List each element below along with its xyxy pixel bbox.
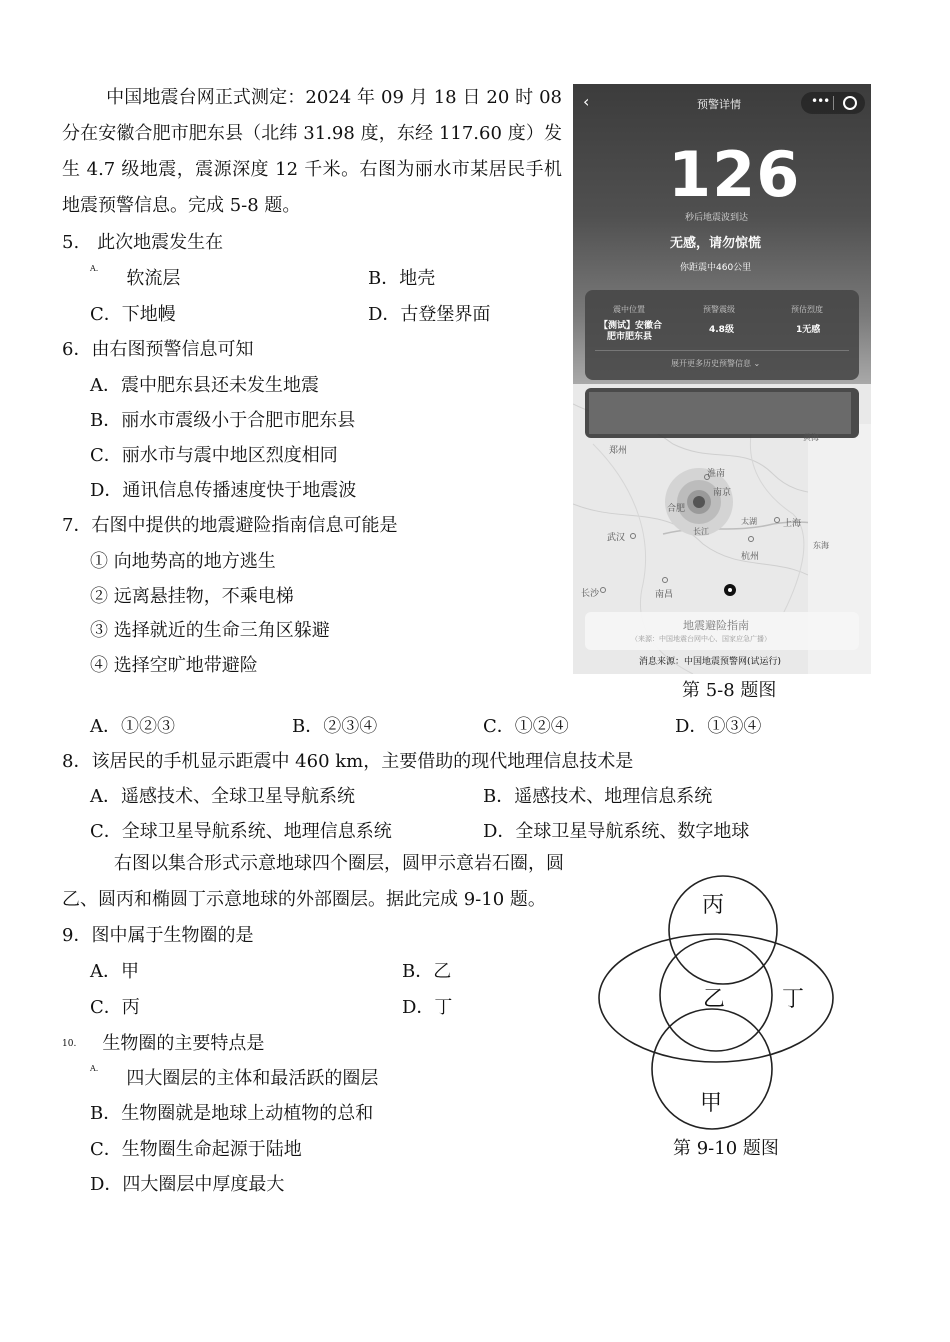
- countdown-seconds: 126: [668, 138, 801, 211]
- map-label-hangzhou: 杭州: [741, 552, 760, 562]
- close-target-icon[interactable]: [843, 96, 857, 110]
- col1-label: 震中位置: [613, 305, 645, 314]
- countdown-label: 秒后地震波到达: [685, 213, 749, 223]
- q10-option-b[interactable]: B．生物圈就是地球上动植物的总和: [90, 1103, 374, 1124]
- q9-stem: 9．图中属于生物圈的是: [62, 925, 254, 946]
- q5-option-a[interactable]: [90, 264, 180, 290]
- city-dot: [631, 534, 636, 539]
- q10-option-a-mark: A.: [90, 1064, 99, 1073]
- q8-option-b[interactable]: B．遥感技术、地理信息系统: [483, 786, 713, 807]
- map-label-nanjing: 南京: [713, 488, 732, 498]
- q10-option-a[interactable]: [90, 1064, 378, 1090]
- q9-option-b[interactable]: B．乙: [402, 961, 452, 982]
- more-dots-icon[interactable]: •••: [811, 94, 830, 108]
- q8-option-d[interactable]: D．全球卫星导航系统、数字地球: [483, 821, 750, 842]
- map-label-donghai: 东海: [813, 541, 829, 550]
- map-label-huanghai: 黄海: [803, 433, 819, 442]
- safety-guide-button[interactable]: [585, 612, 859, 650]
- expand-history-link[interactable]: 展开更多历史预警信息 ⌄: [671, 359, 761, 368]
- q7-option-d[interactable]: D．①③④: [675, 716, 762, 737]
- capsule-menu[interactable]: [801, 92, 865, 114]
- q7-option-c[interactable]: C．①②④: [483, 716, 569, 737]
- map-label-nanchang: 南昌: [655, 590, 674, 600]
- q9-option-c[interactable]: C．丙: [90, 997, 140, 1018]
- map-label-huainan: 淮南: [707, 469, 726, 479]
- intro-text-2: 右图以集合形式示意地球四个圈层，圆甲示意岩石圈，圆乙、圆丙和椭圆丁示意地球的外部圈层。据此完成 9-10 题。: [62, 853, 564, 910]
- warning-info-card: [585, 290, 859, 380]
- map-label-changjiang: 长江: [693, 527, 709, 536]
- col3-value: 1无感: [796, 325, 821, 335]
- q10-option-a-text: 四大圈层的主体和最活跃的圈层: [126, 1068, 379, 1089]
- redacted-block: [589, 392, 851, 434]
- col2-label: 预警震级: [703, 305, 735, 314]
- col3-label: 预估烈度: [791, 305, 823, 314]
- guide-title: 地震避险指南: [683, 619, 749, 632]
- q5-stem: 5. 此次地震发生在: [62, 232, 224, 253]
- q7-statement-4: ④ 选择空旷地带避险: [90, 655, 258, 676]
- venn-label-yi: 乙: [703, 987, 726, 1012]
- intro-paragraph-2: [62, 846, 582, 918]
- venn-label-ding: 丁: [782, 987, 805, 1012]
- q8-option-c[interactable]: C．全球卫星导航系统、地理信息系统: [90, 821, 392, 842]
- intro-paragraph-1: [62, 80, 562, 224]
- city-dot: [601, 588, 606, 593]
- q7-stem: 7．右图中提供的地震避险指南信息可能是: [62, 515, 398, 536]
- col2-value: 4.8级: [709, 325, 734, 335]
- col1-value-line2: 肥市肥东县: [607, 332, 653, 342]
- figure-caption-5-8: 第 5-8 题图: [682, 680, 777, 701]
- col1-value-line1: 【测试】安徽合: [599, 321, 663, 331]
- q8-option-a[interactable]: A．遥感技术、全球卫星导航系统: [90, 786, 355, 807]
- city-dot: [749, 537, 754, 542]
- map-label-zhengzhou: 郑州: [609, 446, 628, 456]
- q9-option-a[interactable]: A．甲: [90, 961, 139, 982]
- q10-option-c[interactable]: C．生物圈生命起源于陆地: [90, 1139, 302, 1160]
- distance-text: 你距震中460公里: [680, 263, 752, 273]
- epicenter-marker: [693, 496, 705, 508]
- q6-option-c[interactable]: C．丽水市与震中地区烈度相同: [90, 445, 338, 466]
- capsule-divider: [833, 96, 834, 110]
- back-chevron-icon[interactable]: ‹: [583, 92, 590, 111]
- q7-option-b[interactable]: B．②③④: [292, 716, 378, 737]
- map-label-taihu: 太湖: [741, 517, 757, 526]
- message-source: 消息来源：中国地震预警网(试运行): [639, 657, 782, 667]
- q6-option-d[interactable]: D．通讯信息传播速度快于地震波: [90, 480, 357, 501]
- map-label-changsha: 长沙: [581, 589, 600, 599]
- venn-label-bing: 丙: [702, 893, 725, 918]
- q5-option-c[interactable]: C．下地幔: [90, 304, 176, 325]
- q5-option-a-mark: A.: [90, 264, 99, 273]
- q7-option-a[interactable]: A．①②③: [90, 716, 175, 737]
- q5-option-b[interactable]: B．地壳: [368, 268, 436, 289]
- q10-number: 10.: [62, 1039, 77, 1049]
- q10-stem-text: 生物圈的主要特点是: [102, 1033, 265, 1054]
- q6-stem: 6．由右图预警信息可知: [62, 339, 254, 360]
- q7-statement-3: ③ 选择就近的生命三角区躲避: [90, 620, 330, 641]
- map-label-shanghai: 上海: [783, 519, 802, 529]
- map-label-wuhan: 武汉: [607, 533, 626, 543]
- headline-text: 无感，请勿惊慌: [670, 236, 762, 251]
- figure-caption-9-10: 第 9-10 题图: [673, 1138, 779, 1159]
- venn-label-jia: 甲: [700, 1091, 723, 1116]
- q8-stem: 8．该居民的手机显示距震中 460 km，主要借助的现代地理信息技术是: [62, 751, 634, 772]
- q6-option-b[interactable]: B．丽水市震级小于合肥市肥东县: [90, 410, 356, 431]
- q5-option-a-text: 软流层: [126, 268, 181, 289]
- map-label-hefei: 合肥: [667, 504, 686, 514]
- intro-text-1: 中国地震台网正式测定：2024 年 09 月 18 日 20 时 08 分在安徽合肥市肥东县（北纬 31.98 度，东经 117.60 度）发 生 4.7 级地震，震源深度 12 千米。右图为丽水市某居民手机地震预警信息。完成 5-8 题。: [62, 87, 562, 216]
- q10-option-d[interactable]: D．四大圈层中厚度最大: [90, 1174, 285, 1195]
- q6-option-a[interactable]: A．震中肥东县还未发生地震: [90, 375, 319, 396]
- city-dot: [663, 578, 668, 583]
- phone-screenshot: [573, 84, 871, 674]
- q10-stem: [62, 1029, 264, 1055]
- q9-option-d[interactable]: D．丁: [402, 997, 453, 1018]
- phone-title: 预警详情: [697, 98, 741, 111]
- guide-source: （来源：中国地震台网中心、国家应急广播）: [631, 635, 771, 643]
- user-location-dot: [728, 588, 732, 592]
- redacted-card: [585, 388, 859, 438]
- q7-statement-2: ② 远离悬挂物，不乘电梯: [90, 586, 294, 607]
- city-dot: [775, 518, 780, 523]
- q7-statement-1: ① 向地势高的地方逃生: [90, 551, 276, 572]
- card-divider: [595, 350, 849, 351]
- q5-option-d[interactable]: D．古登堡界面: [368, 304, 491, 325]
